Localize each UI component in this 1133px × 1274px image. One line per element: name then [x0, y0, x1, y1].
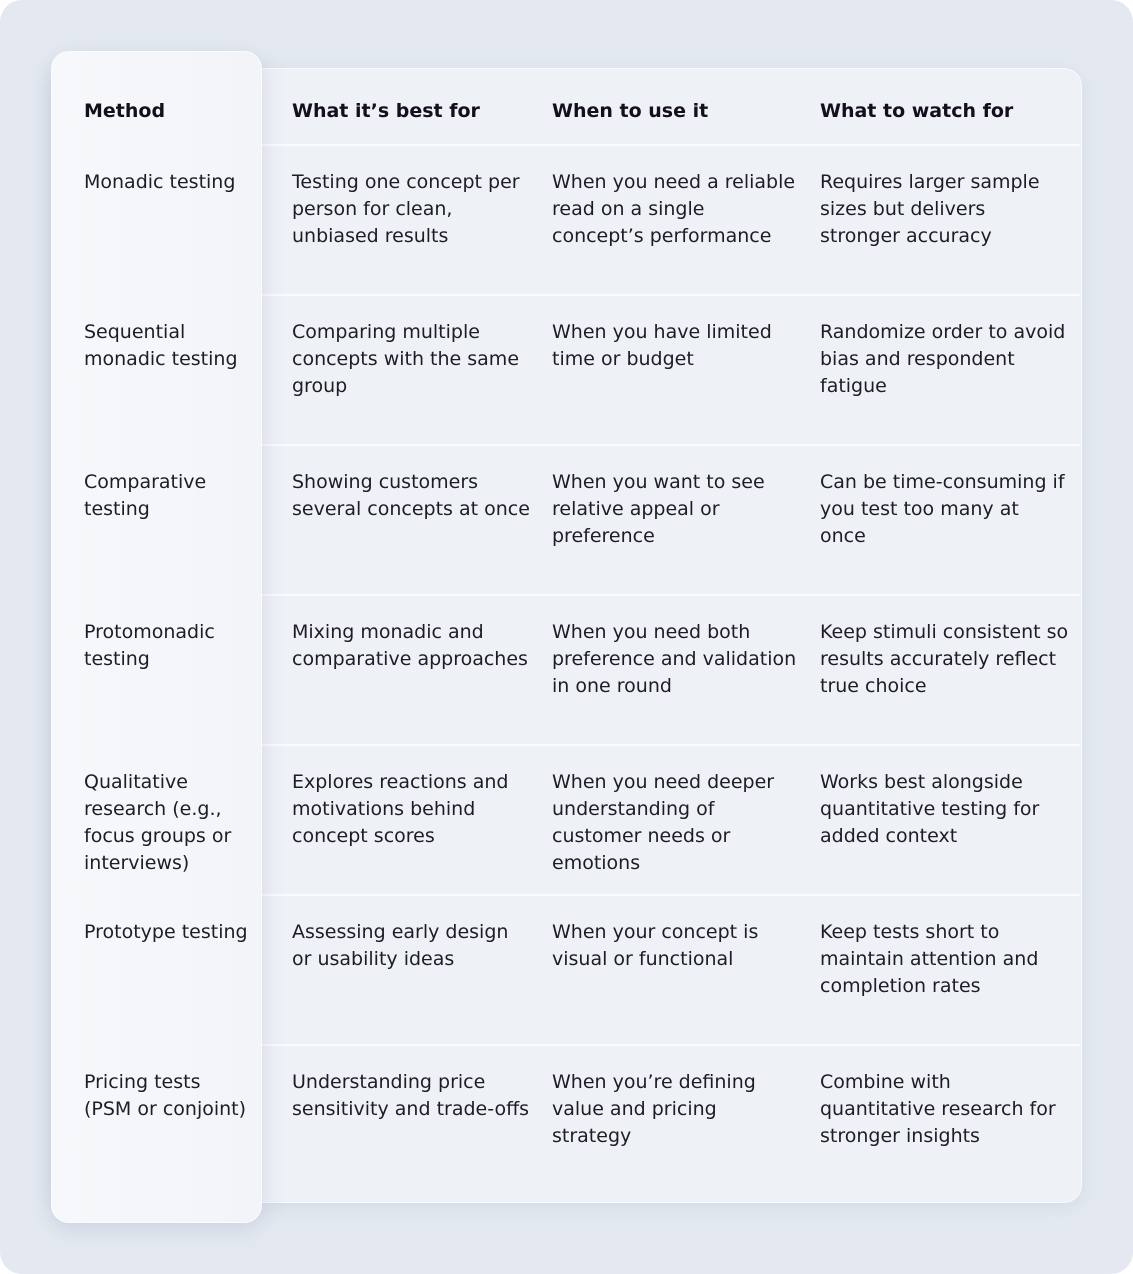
best-for-cell: Testing one concept per person for clean, unbiased results — [292, 171, 520, 247]
watch-for-cell: Keep stimuli consistent so results accurately reflect true choice — [820, 621, 1069, 697]
best-for-cell: Showing customers several concepts at once — [292, 471, 530, 520]
when-to-use-cell: When your concept is visual or functional — [552, 921, 759, 970]
method-name: Sequential monadic testing — [84, 321, 238, 370]
method-name: Qualitative research (e.g., focus groups or interviews) — [84, 771, 232, 874]
method-name: Prototype testing — [84, 921, 248, 943]
when-to-use-cell: When you’re defining value and pricing strategy — [552, 1071, 756, 1147]
header-watch-for: What to watch for — [820, 100, 1014, 122]
when-to-use-cell: When you have limited time or budget — [552, 321, 772, 370]
watch-for-cell: Works best alongside quantitative testing for added context — [820, 771, 1040, 847]
header-best-for: What it’s best for — [292, 100, 480, 122]
when-to-use-cell: When you want to see relative appeal or preference — [552, 471, 765, 547]
watch-for-cell: Combine with quantitative research for stronger insights — [820, 1071, 1056, 1147]
best-for-cell: Comparing multiple concepts with the same group — [292, 321, 520, 397]
header-when-to-use: When to use it — [552, 100, 709, 122]
best-for-cell: Assessing early design or usability ideas — [292, 921, 509, 970]
best-for-cell: Mixing monadic and comparative approaches — [292, 621, 528, 670]
method-name: Monadic testing — [84, 171, 236, 193]
method-name: Pricing tests (PSM or conjoint) — [84, 1071, 247, 1120]
watch-for-cell: Can be time-consuming if you test too many at once — [820, 471, 1065, 547]
when-to-use-cell: When you need both preference and validation in one round — [552, 621, 797, 697]
best-for-cell: Explores reactions and motivations behind concept scores — [292, 771, 509, 847]
method-name: Protomonadic testing — [84, 621, 215, 670]
method-name: Comparative testing — [84, 471, 207, 520]
when-to-use-cell: When you need deeper understanding of customer needs or emotions — [552, 771, 775, 874]
best-for-cell: Understanding price sensitivity and trade-offs — [292, 1071, 530, 1120]
watch-for-cell: Requires larger sample sizes but delivers stronger accuracy — [820, 171, 1040, 247]
watch-for-cell: Randomize order to avoid bias and respondent fatigue — [820, 321, 1066, 397]
header-method: Method — [84, 100, 166, 122]
when-to-use-cell: When you need a reliable read on a single concept’s performance — [552, 171, 796, 247]
watch-for-cell: Keep tests short to maintain attention and completion rates — [820, 921, 1039, 997]
